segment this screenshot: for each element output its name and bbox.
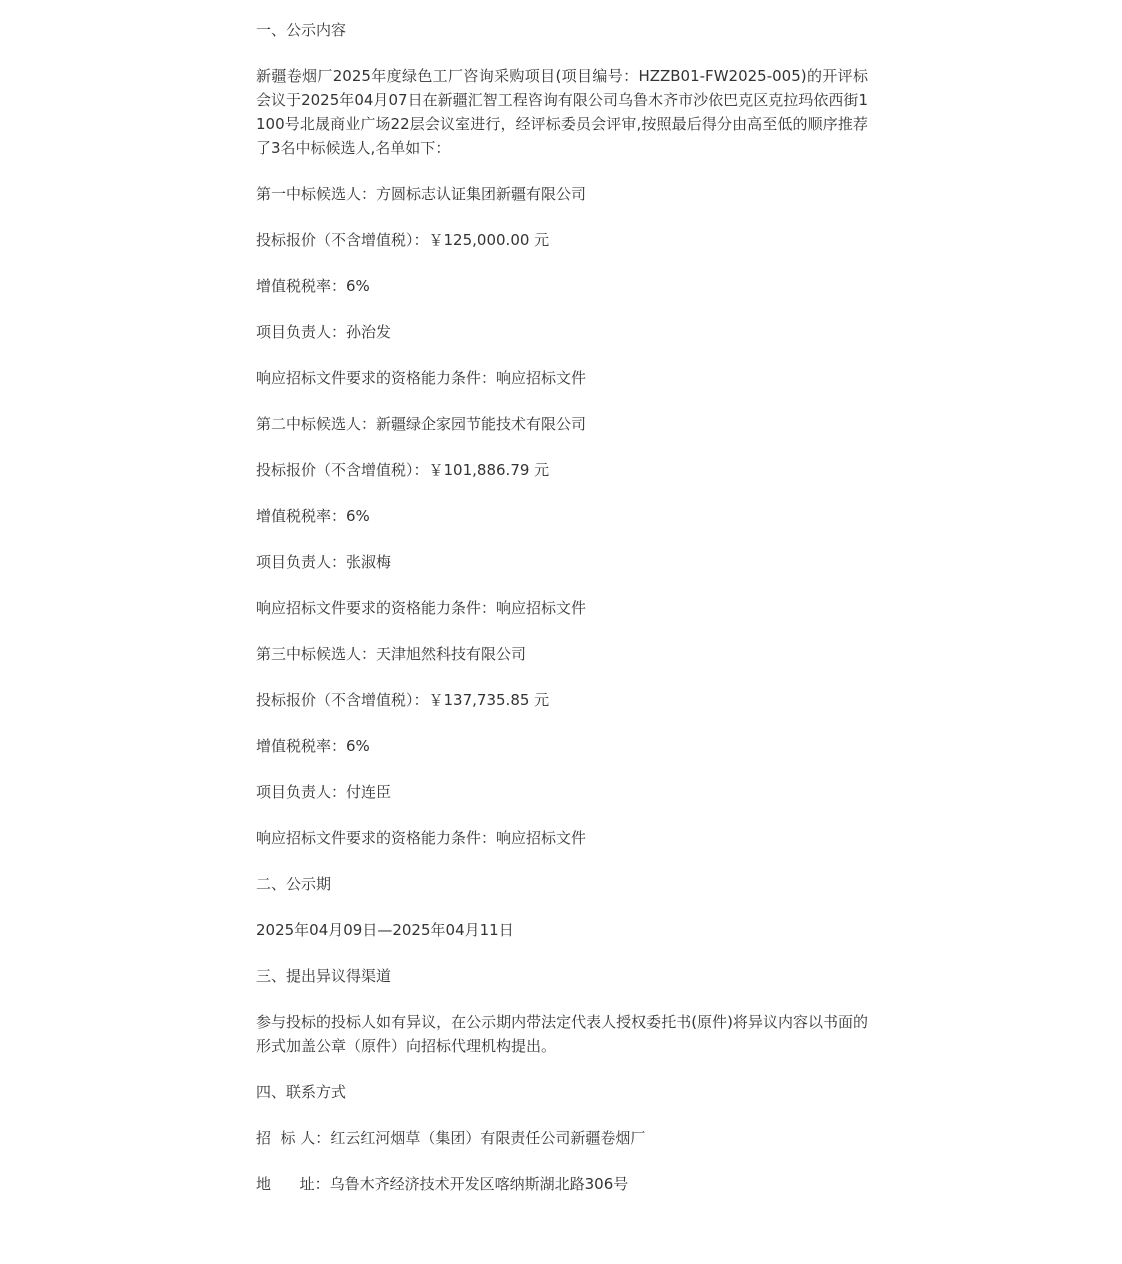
candidate-rank-label: 第三中标候选人： bbox=[256, 645, 377, 663]
candidate-1-tax bbox=[256, 274, 868, 298]
tenderer-value: 红云红河烟草（集团）有限责任公司新疆卷烟厂 bbox=[330, 1129, 646, 1147]
qualification-label: 响应招标文件要求的资格能力条件： bbox=[256, 369, 497, 387]
tax-value: 6% bbox=[346, 737, 370, 755]
candidate-3-tax bbox=[256, 734, 868, 758]
candidate-3-qualification bbox=[256, 826, 868, 850]
price-value: ￥125,000.00 元 bbox=[428, 231, 550, 249]
address-line bbox=[256, 1172, 868, 1196]
candidate-3-price bbox=[256, 688, 868, 712]
candidate-company: 新疆绿企家园节能技术有限公司 bbox=[376, 415, 587, 433]
tenderer-line bbox=[256, 1126, 868, 1150]
candidate-1-price bbox=[256, 228, 868, 252]
price-label: 投标报价（不含增值税）： bbox=[256, 461, 429, 479]
candidate-2-name bbox=[256, 412, 868, 436]
candidate-rank-label: 第二中标候选人： bbox=[256, 415, 377, 433]
manager-value: 张淑梅 bbox=[346, 553, 392, 571]
candidate-1-manager bbox=[256, 320, 868, 344]
qualification-value: 响应招标文件 bbox=[496, 369, 587, 387]
tax-label: 增值税税率： bbox=[256, 277, 347, 295]
tax-value: 6% bbox=[346, 507, 370, 525]
candidate-3-name bbox=[256, 642, 868, 666]
candidate-2-tax bbox=[256, 504, 868, 528]
tax-label: 增值税税率： bbox=[256, 507, 347, 525]
manager-label: 项目负责人： bbox=[256, 783, 347, 801]
section-heading-objection: 三、提出异议得渠道 bbox=[256, 967, 392, 985]
candidate-3-manager bbox=[256, 780, 868, 804]
candidate-company: 天津旭然科技有限公司 bbox=[376, 645, 527, 663]
manager-label: 项目负责人： bbox=[256, 553, 347, 571]
price-label: 投标报价（不含增值税）： bbox=[256, 691, 429, 709]
announcement-article bbox=[256, 18, 868, 1218]
objection-paragraph: 参与投标的投标人如有异议，在公示期内带法定代表人授权委托书(原件)将异议内容以书面的形式加盖公章（原件）向招标代理机构提出。 bbox=[256, 1013, 868, 1055]
price-value: ￥101,886.79 元 bbox=[428, 461, 550, 479]
price-value: ￥137,735.85 元 bbox=[428, 691, 550, 709]
section-heading-period: 二、公示期 bbox=[256, 875, 332, 893]
tenderer-label: 招 标 人： bbox=[256, 1129, 331, 1147]
publicity-period: 2025年04月09日—2025年04月11日 bbox=[256, 921, 514, 939]
tax-value: 6% bbox=[346, 277, 370, 295]
qualification-label: 响应招标文件要求的资格能力条件： bbox=[256, 829, 497, 847]
price-label: 投标报价（不含增值税）： bbox=[256, 231, 429, 249]
manager-value: 孙治发 bbox=[346, 323, 392, 341]
address-value: 乌鲁木齐经济技术开发区喀纳斯湖北路306号 bbox=[329, 1175, 629, 1193]
address-label: 地 址： bbox=[256, 1175, 330, 1193]
section-heading-contact: 四、联系方式 bbox=[256, 1083, 347, 1101]
section-heading-content: 一、公示内容 bbox=[256, 21, 347, 39]
intro-paragraph: 新疆卷烟厂2025年度绿色工厂咨询采购项目(项目编号：HZZB01-FW2025-005)的开评标会议于2025年04月07日在新疆汇智工程咨询有限公司乌鲁木齐市沙依巴克区克拉玛依西街1100号北晟商业广场22层会议室进行，经评标委员会评审,按照最后得分由高至低的顺序推荐了3名中标候选人,名单如下： bbox=[256, 67, 868, 157]
candidate-2-manager bbox=[256, 550, 868, 574]
candidate-company: 方圆标志认证集团新疆有限公司 bbox=[376, 185, 587, 203]
qualification-label: 响应招标文件要求的资格能力条件： bbox=[256, 599, 497, 617]
qualification-value: 响应招标文件 bbox=[496, 829, 587, 847]
candidate-1-qualification bbox=[256, 366, 868, 390]
candidate-rank-label: 第一中标候选人： bbox=[256, 185, 377, 203]
manager-value: 付连臣 bbox=[346, 783, 392, 801]
candidate-2-qualification bbox=[256, 596, 868, 620]
candidate-1-name bbox=[256, 182, 868, 206]
candidate-2-price bbox=[256, 458, 868, 482]
manager-label: 项目负责人： bbox=[256, 323, 347, 341]
tax-label: 增值税税率： bbox=[256, 737, 347, 755]
qualification-value: 响应招标文件 bbox=[496, 599, 587, 617]
